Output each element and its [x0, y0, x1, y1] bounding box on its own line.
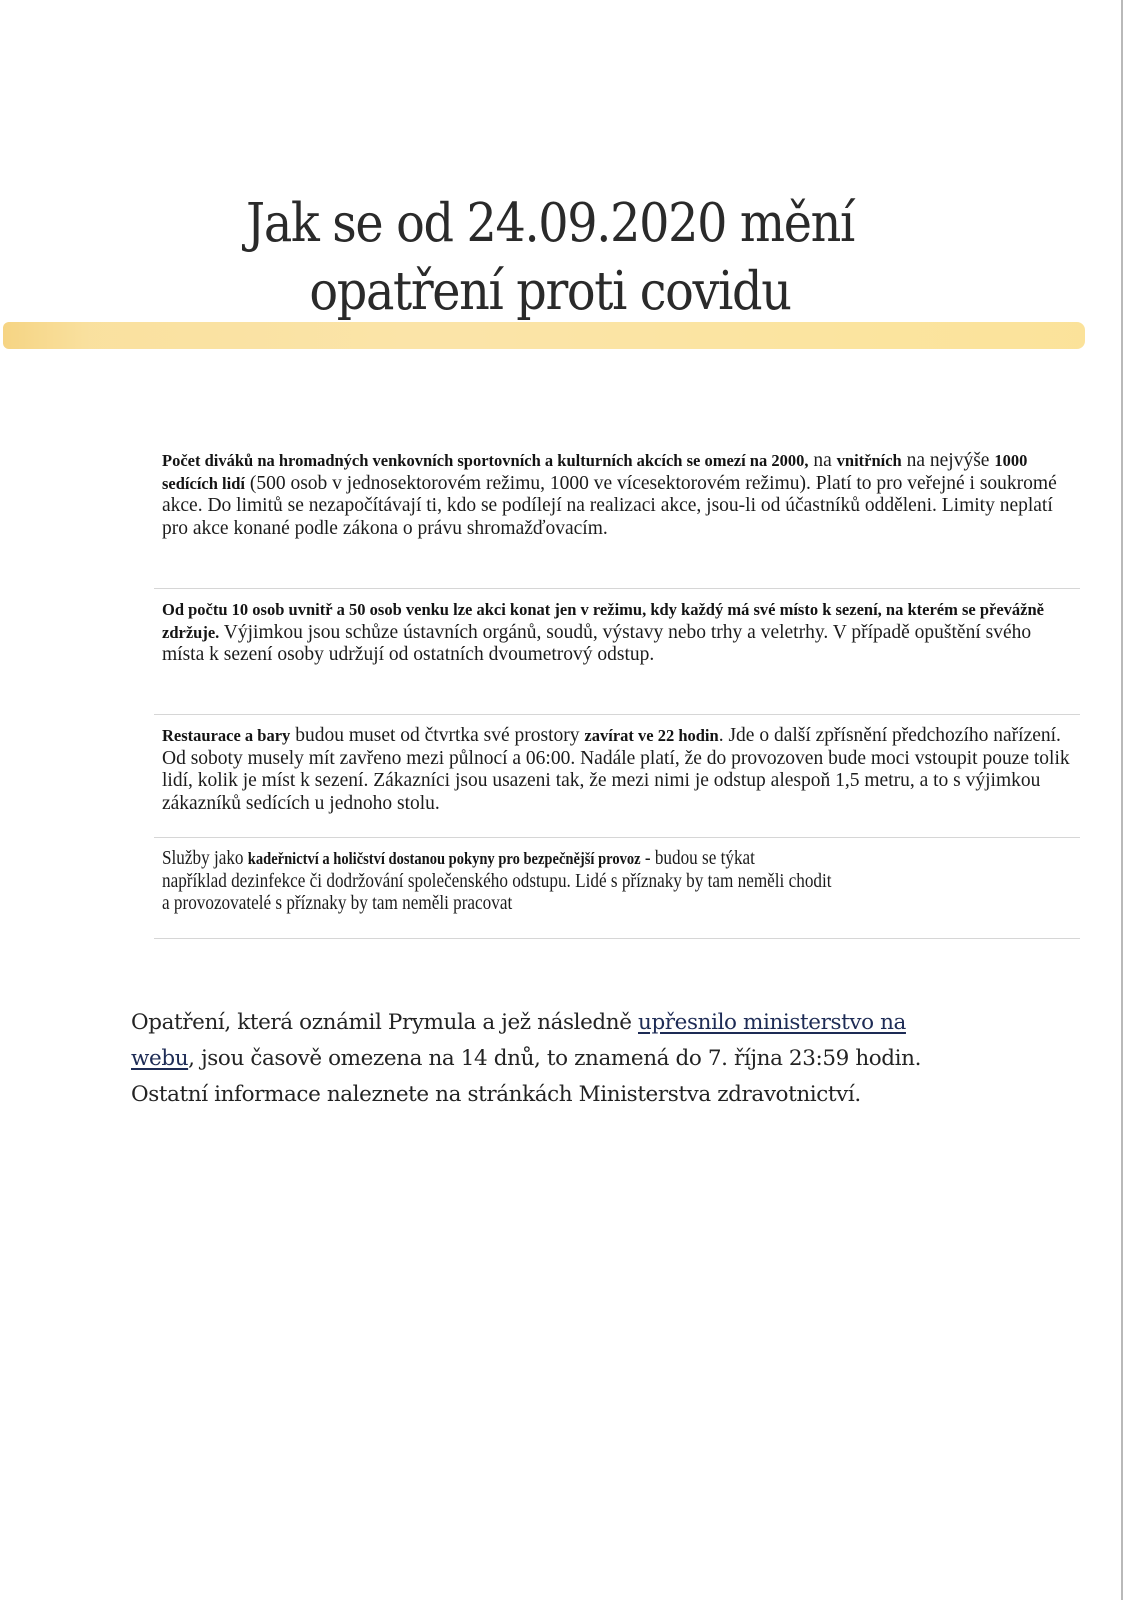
- measure-line: a provozovatelé s příznaky by tam neměli pracovat: [162, 893, 513, 914]
- measure-text: - budou se týkat: [640, 848, 755, 869]
- separator: [154, 588, 1080, 589]
- measure-event-limits: [162, 450, 1072, 582]
- separator: [154, 714, 1080, 715]
- measure-bold: vnitřních: [836, 451, 902, 470]
- measures-list: [162, 450, 1072, 949]
- measure-bold: kadeřnictví a holičství dostanou pokyny pro bezpečnější provoz: [247, 849, 641, 868]
- measure-text: Výjimkou jsou schůze ústavních orgánů, soudů, výstavy nebo trhy a veletrhy. V případě opuštění svého místa k sezení osoby udržují od ostatních dvoumetrový odstup.: [162, 621, 1032, 665]
- title-line-1: Jak se od 24.09.2020 mění: [246, 193, 854, 254]
- scan-page-edge: [1121, 0, 1123, 1600]
- measure-text: na nejvýše: [901, 450, 995, 471]
- measure-bold: Počet diváků na hromadných venkovních sportovních a kulturních akcích se omezí na 2000,: [162, 451, 809, 470]
- closing-text: Opatření, která oznámil Prymula a jež následně: [131, 1009, 638, 1035]
- measure-services: [162, 848, 1072, 932]
- measure-line: [162, 848, 755, 871]
- measure-restaurants: [162, 725, 1072, 831]
- measure-bold: Od počtu 10 osob uvnitř a 50 osob venku lze akci konat jen v režimu, kdy každý má své místo k sezení, na kterém se převážně zdržuje.: [162, 600, 1044, 642]
- closing-text: , jsou časově omezena na 14 dnů, to znamená do 7. října 23:59 hodin. Ostatní informace naleznete na stránkách Ministerstva zdravotnictví.: [131, 1045, 922, 1107]
- measure-text: . Jde o další zpřísnění předchozího nařízení. Od soboty musely mít zavřeno mezi půlnocí a 06:00. Nadále platí, že do provozoven bude moci vstoupit pouze tolik lidí, kolik je míst k sezení. Zákazníci jsou usazeni tak, že mezi nimi je odstup alespoň 1,5 metru, a to s výjimkou zákazníků sedících u jednoho stolu.: [162, 725, 1070, 814]
- measure-bold: 1000 sedících lidí: [162, 451, 1028, 493]
- measure-bold: zavírat ve 22 hodin: [584, 726, 719, 745]
- measure-text: Služby jako: [162, 848, 248, 869]
- measure-bold: Restaurace a bary: [162, 726, 291, 745]
- ministry-web-link[interactable]: upřesnilo ministerstvo na webu: [131, 1009, 906, 1071]
- separator: [154, 837, 1080, 838]
- measure-text: (500 osob v jednosektorovém režimu, 1000 ve vícesektorovém režimu). Platí to pro veřejné i soukromé akce. Do limitů se nezapočítávají ti, kdo se podílejí na realizaci akce, jsou-li od účastníků odděleni. Limity neplatí pro akce konané podle zákona o právu shromažďovacím.: [162, 472, 1057, 539]
- highlight-band: [3, 322, 1085, 349]
- page-title: [55, 190, 1045, 326]
- title-line-2: opatření proti covidu: [309, 261, 791, 322]
- measure-line: například dezinfekce či dodržování společenského odstupu. Lidé s příznaky by tam neměli chodit: [162, 870, 832, 892]
- measure-seating: [162, 599, 1072, 708]
- closing-paragraph: [131, 1005, 961, 1113]
- measure-text: na: [808, 450, 837, 471]
- separator: [154, 938, 1080, 939]
- measure-text: budou muset od čtvrtka své prostory: [290, 725, 585, 746]
